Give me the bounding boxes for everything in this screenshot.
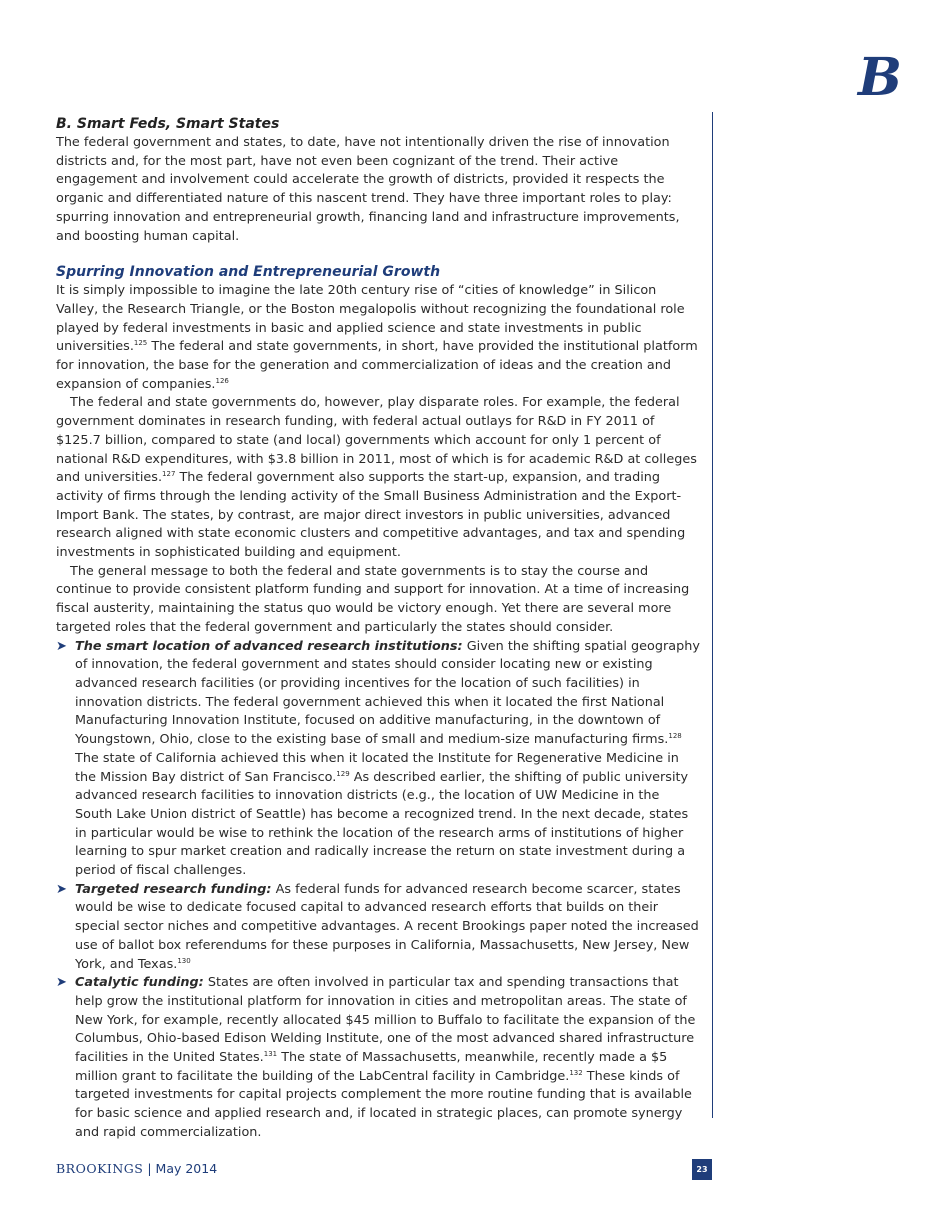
bullet-item: ➤ Catalytic funding: States are often involved in particular tax and spending transactions that help grow the institutional platform for innovation in cities and metropolitan areas. The state of New York, for example, recently allocated $45 million to Buffalo to facilitate the expansion of the Columbus, Ohio-based Edison Welding Institute, one of the most advanced shared infrastructure facilities in the United States.$^{131}$ The state of Massachusetts, meanwhile, recently made a $5 million grant to facilitate the building of the LabCentral facility in Cambridge.$^{132}$ These kinds of targeted investments for capital projects complement the more routine funding that is available for basic science and applied research and, if located in strategic places, can promote synergy and rapid commercialization. [56, 975, 696, 1140]
footer-separator: | [143, 1161, 156, 1176]
subsection-heading: Spurring Innovation and Entrepreneurial Growth [56, 264, 441, 281]
footnote-ref: 127 [162, 470, 176, 479]
footnote-ref: 132 [569, 1068, 583, 1077]
paragraph-1: It is simply impossible to imagine the late 20th century rise of “cities of knowledge” in Silicon Valley, the Research Triangle, or the Boston megalopolis without recognizing the foundational role played by federal investments in basic and applied science and state investments in public universities.$^{125}$ The federal and state governments, in short, have provided the institutional platform for innovation, the base for the generation and commercialization of ideas and the creation and expansion of companies.$^{126}$ [56, 283, 698, 392]
bullet-lead: The smart location of advanced research institutions: [75, 638, 463, 654]
vertical-rule [712, 112, 713, 1118]
page-footer [56, 1161, 217, 1176]
footer-date: May 2014 [155, 1161, 218, 1176]
page-content [56, 113, 700, 1143]
footnote-ref: 130 [177, 956, 191, 965]
brookings-logo: B [858, 47, 902, 108]
footnote-ref: 129 [336, 769, 350, 778]
footnote-ref: 128 [668, 732, 682, 741]
bullet-list [56, 638, 700, 1143]
bullet-lead: Catalytic funding: [75, 975, 204, 991]
section-heading: B. Smart Feds, Smart States [56, 116, 280, 132]
footnote-ref: 126 [215, 376, 229, 385]
footer-brand: BROOKINGS [56, 1161, 144, 1176]
arrow-bullet-icon: ➤ [56, 881, 67, 897]
paragraph-2: The federal and state governments do, however, play disparate roles. For example, the federal government dominates in research funding, with federal actual outlays for R&D in FY 2011 of $125.7 billion, compared to state (and local) governments which account for only 1 percent of national R&D expenditures, with $3.8 billion in 2011, most of which is for academic R&D at colleges and universities.$^{127}$ The federal government also supports the start-up, expansion, and trading activity of firms through the lending activity of the Small Business Administration and the Export-Import Bank. The states, by contrast, are major direct investors in public universities, advanced research aligned with state economic clusters and competitive advantages, and tax and spending investments in sophisticated building and equipment. [56, 395, 697, 561]
bullet-item: ➤ Targeted research funding: As federal funds for advanced research become scarcer, states would be wise to dedicate focused capital to advanced research efforts that builds on their special sector niches and competitive advantages. A recent Brookings paper noted the increased use of ballot box referendums for these purposes in California, Massachusetts, New Jersey, New York, and Texas.$^{130}$ [56, 881, 699, 972]
footnote-ref: 125 [133, 339, 148, 348]
bullet-item: ➤ The smart location of advanced research institutions: Given the shifting spatial geography of innovation, the federal government and states should consider locating new or existing advanced research facilities (or providing incentives for the location of such facilities) in innovation districts. The federal government achieved this when it located the first National Manufacturing Innovation Institute, focused on additive manufacturing, in the downtown of Youngstown, Ohio, close to the existing base of small and medium-size manufacturing firms.$^{128}$ The state of California achieved this when it located the Institute for Regenerative Medicine in the Mission Bay district of San Francisco.$^{129}$ As described earlier, the shifting of public university advanced research facilities to innovation districts (e.g., the location of UW Medicine in the South Lake Union district of Seattle) has become a recognized trend. In the next decade, states in particular would be wise to rethink the location of the research arms of institutions of higher learning to spur market creation and radically increase the return on state investment during a period of fiscal challenges. [56, 638, 700, 879]
section-intro: The federal government and states, to date, have not intentionally driven the rise of innovation districts and, for the most part, have not even been cognizant of the trend. Their active engagement and involvement could accelerate the growth of districts, provided it respects the organic and differentiated nature of this nascent trend. They have three important roles to play: spurring innovation and entrepreneurial growth, financing land and infrastructure improvements, and boosting human capital. [56, 135, 680, 244]
paragraph-3: The general message to both the federal and state governments is to stay the course and continue to provide consistent platform funding and support for innovation. At a time of increasing fiscal austerity, maintaining the status quo would be victory enough. Yet there are several more targeted roles that the federal government and particularly the states should consider. [56, 563, 690, 635]
footnote-ref: 131 [263, 1050, 278, 1059]
arrow-bullet-icon: ➤ [56, 975, 67, 991]
page-number: 23 [692, 1159, 712, 1180]
bullet-lead: Targeted research funding: [75, 881, 272, 897]
arrow-bullet-icon: ➤ [56, 638, 67, 654]
